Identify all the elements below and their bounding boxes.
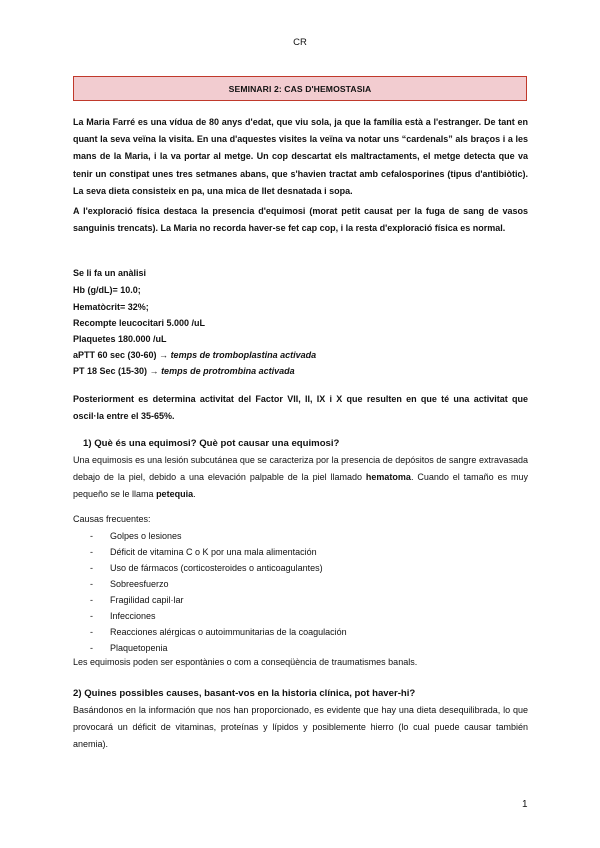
answer-1-part-b: . Cuando el tamaño es muy pequeño se le llama xyxy=(73,472,528,500)
answer-1-term-petequia: petequia xyxy=(156,489,194,500)
seminar-title-box xyxy=(73,76,527,101)
labs-intro: Se li fa un anàlisi xyxy=(73,268,147,278)
answer-2: Basándonos en la información que nos han proporcionado, es evidente que hay una dieta desequilibrada, lo que provocará un déficit de vitaminas, proteínas y lípidos y posiblemente hierro (lo cual puede causar también anemia). xyxy=(73,705,528,750)
lab-leukocytes: Recompte leucocitari 5.000 /uL xyxy=(73,318,206,328)
page-header: CR xyxy=(293,37,307,48)
lab-pt xyxy=(73,366,295,377)
answer-1-term-hematoma: hematoma xyxy=(365,472,411,483)
lab-pt-name: temps de protrombina activada xyxy=(161,366,295,376)
lab-aptt-name: temps de tromboplastina activada xyxy=(170,350,317,360)
seminar-title: SEMINARI 2: CAS D'HEMOSTASIA xyxy=(228,83,372,94)
answer-1-part-a: Una equimosis es una lesión subcutánea que se caracteriza por la presencia de depósitos de sangre extravasada debajo de la piel, debido a una elevación palpable de la piel llamado xyxy=(73,455,528,483)
causes-heading: Causas frecuentes: xyxy=(73,514,151,524)
answer-1 xyxy=(73,452,528,504)
case-paragraph-2: A l'exploració física destaca la presencia d'equimosi (morat petit causat per la fuga de sang de vasos sanguinis trencats). La Maria no recorda haver-se fet cap cop, i la resta d'exploració física es normal. xyxy=(73,206,528,234)
lab-aptt xyxy=(73,350,316,361)
lab-hematocrit: Hematòcrit= 32%; xyxy=(73,302,149,312)
page-number: 1 xyxy=(522,799,528,810)
lab-hb: Hb (g/dL)= 10.0; xyxy=(73,285,141,295)
answer-1-closing: Les equimosis poden ser espontànies o com a conseqüència de traumatismes banals. xyxy=(73,657,418,667)
lab-aptt-value: aPTT 60 sec (30-60) → xyxy=(73,350,169,360)
question-2: 2) Quines possibles causes, basant-vos en la historia clínica, pot haver-hi? xyxy=(73,688,416,699)
factor-activity-paragraph: Posteriorment es determina activitat del Factor VII, II, IX i X que resulten en que té una activitat que oscil·la entre el 35-65%. xyxy=(73,394,528,422)
question-1: 1) Què és una equimosi? Què pot causar una equimosi? xyxy=(83,438,340,449)
lab-pt-value: PT 18 Sec (15-30) → xyxy=(73,366,159,376)
lab-platelets: Plaquetes 180.000 /uL xyxy=(73,334,167,344)
case-paragraph-1: La Maria Farré es una vídua de 80 anys d'edat, que viu sola, ja que la família està a l'estranger. De tant en quant la seva veïna la visita. En una d'aquestes visites la veïna va notar uns “cardenals” als braços i a les mans de la Maria, i la va portar al metge. Un cop descartat els maltractaments, el metge detecta que va tenir un constipat unes tres setmanes abans, que s'havien tractat amb cefalosporines (tipus d'antibiòtic). La seva dieta consisteix en pa, una mica de llet desnatada i sopa. xyxy=(73,117,528,196)
answer-1-part-c: . xyxy=(193,489,196,500)
